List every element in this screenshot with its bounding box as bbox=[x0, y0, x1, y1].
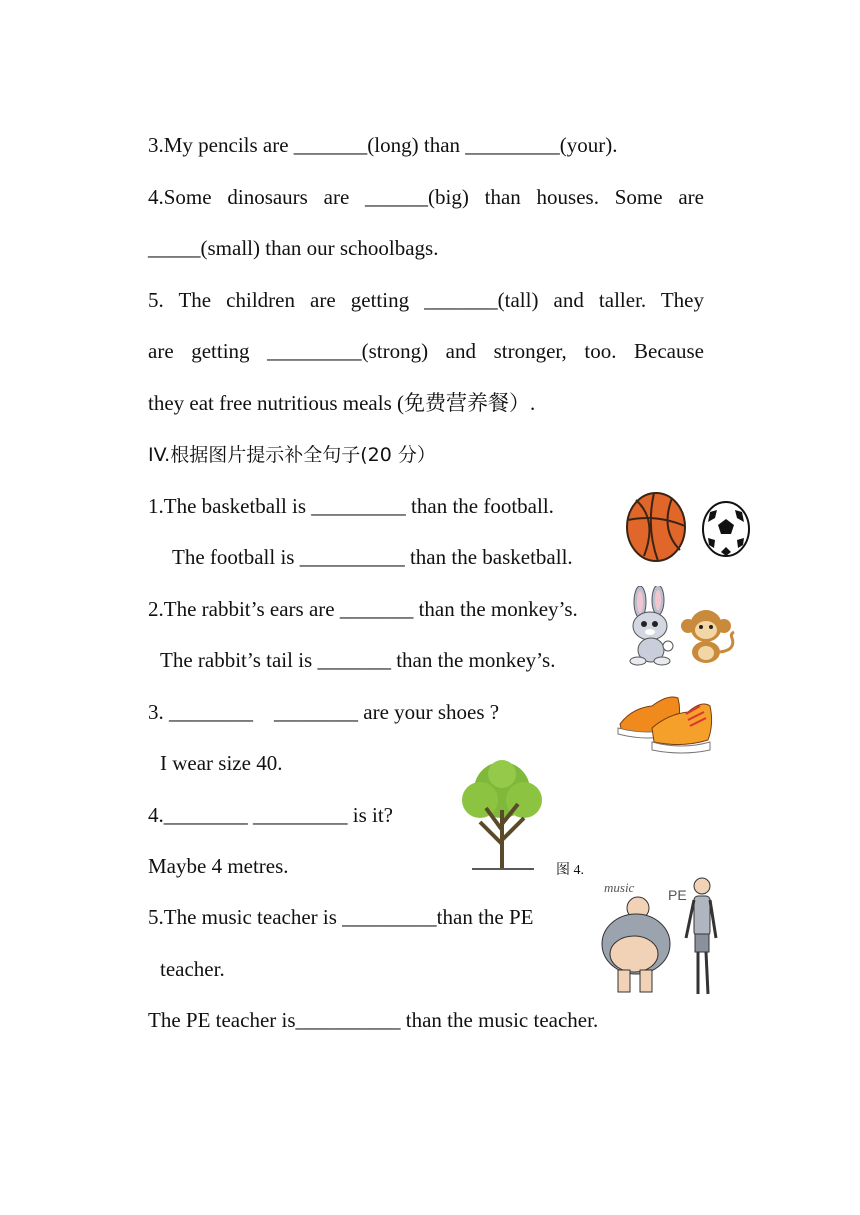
pe-label: PE bbox=[668, 887, 687, 903]
shoes-image bbox=[612, 684, 716, 760]
figure-4-caption: 图 4. bbox=[556, 863, 584, 878]
basketball-image bbox=[624, 490, 688, 564]
picture-question-4-line2: Maybe 4 metres. bbox=[148, 854, 289, 878]
tree-image bbox=[458, 760, 546, 872]
monkey-image bbox=[680, 606, 738, 664]
picture-question-2-line2: The rabbit’s tail is _______ than the monkey’s. bbox=[160, 648, 556, 672]
picture-question-5-line1: 5.The music teacher is _________than the PE bbox=[148, 905, 534, 929]
picture-question-5-line3: The PE teacher is__________ than the music teacher. bbox=[148, 1008, 599, 1032]
picture-question-2-line1: 2.The rabbit’s ears are _______ than the monkey’s. bbox=[148, 597, 578, 621]
music-label: music bbox=[604, 880, 635, 895]
picture-question-3-line2: I wear size 40. bbox=[160, 751, 283, 775]
picture-question-4-line1: 4.________ _________ is it? bbox=[148, 803, 393, 827]
picture-question-1-line1: 1.The basketball is _________ than the football. bbox=[148, 494, 554, 518]
picture-question-1-line2: The football is __________ than the basketball. bbox=[172, 545, 573, 569]
section-iv-heading: IV.根据图片提示补全句子(20 分） bbox=[148, 444, 436, 466]
question-4-line1: 4.Some dinosaurs are ______(big) than houses. Some are bbox=[148, 185, 704, 209]
question-5-line2: are getting _________(strong) and stronger, too. Because bbox=[148, 339, 704, 363]
question-4-line2: _____(small) than our schoolbags. bbox=[148, 236, 439, 260]
picture-question-5-line2: teacher. bbox=[160, 957, 225, 981]
rabbit-image bbox=[624, 586, 680, 666]
teachers-image bbox=[598, 874, 722, 1002]
football-image bbox=[701, 500, 751, 558]
question-5-line1: 5. The children are getting _______(tall) and taller. They bbox=[148, 288, 704, 312]
question-3-long: 3.My pencils are _______(long) than _________(your). bbox=[148, 133, 618, 157]
picture-question-3-line1: 3. ________ ________ are your shoes ? bbox=[148, 700, 500, 724]
question-5-line3: they eat free nutritious meals (免费营养餐）. bbox=[148, 391, 536, 415]
